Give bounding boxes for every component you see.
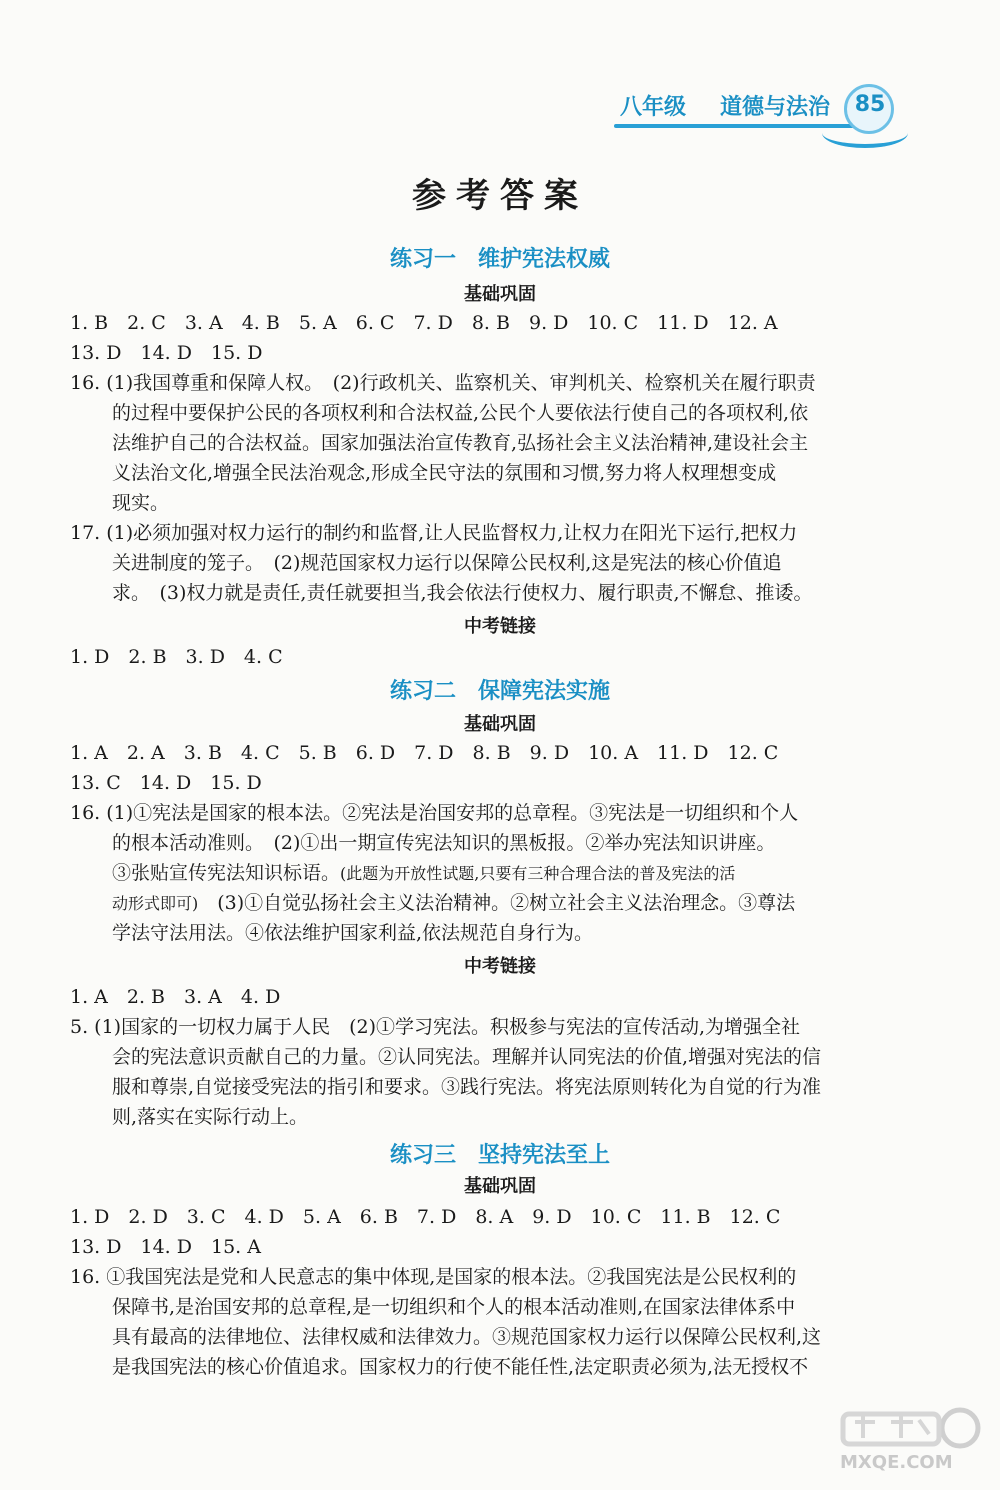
answer-line: 的根本活动准则。 (2)①出一期宣传宪法知识的黑板报。②举办宪法知识讲座。 — [112, 832, 776, 854]
answer-line: 16. (1)①宪法是国家的根本法。②宪法是治国安邦的总章程。③宪法是一切组织和个人 — [70, 802, 799, 824]
subheading-exam-1: 中考链接 — [464, 616, 536, 637]
page-number: 85 — [854, 92, 886, 117]
answer-line: 义法治文化,增强全民法治观念,形成全民守法的氛围和习惯,努力将人权理想变成 — [112, 462, 777, 484]
subheading-basic-1: 基础巩固 — [464, 284, 536, 305]
subheading-basic-3: 基础巩固 — [464, 1176, 536, 1197]
answer-line: 1. A 2. B 3. A 4. D — [70, 986, 281, 1008]
page-number-swoosh — [822, 118, 908, 148]
answer-line: 16. ①我国宪法是党和人民意志的集中体现,是国家的根本法。②我国宪法是公民权利的 — [70, 1266, 797, 1288]
answer-text: (3)①自觉弘扬社会主义法治精神。②树立社会主义法治理念。③尊法 — [198, 892, 796, 914]
answer-line — [112, 858, 735, 885]
answer-line: 是我国宪法的核心价值追求。国家权力的行使不能任性,法定职责必须为,法无授权不 — [112, 1356, 809, 1378]
answer-text: ③张贴宣传宪法知识标语。 — [112, 862, 341, 884]
answer-line: 13. C 14. D 15. D — [70, 772, 262, 794]
subject-label: 道德与法治 — [720, 95, 831, 120]
answer-line: 1. D 2. D 3. C 4. D 5. A 6. B 7. D 8. A 9. D 10. C 11. B 12. C — [70, 1206, 781, 1228]
answer-line: 现实。 — [112, 492, 170, 514]
answer-line: 1. D 2. B 3. D 4. C — [70, 646, 283, 668]
page-header — [600, 78, 930, 158]
answer-line: 16. (1)我国尊重和保障人权。 (2)行政机关、监察机关、审判机关、检察机关在履行职责 — [70, 372, 816, 394]
section-title-1: 练习一 维护宪法权威 — [389, 247, 610, 272]
section-title-3: 练习三 坚持宪法至上 — [389, 1143, 610, 1168]
answer-line: 关进制度的笼子。 (2)规范国家权力运行以保障公民权利,这是宪法的核心价值追 — [112, 552, 782, 574]
answer-line: 则,落实在实际行动上。 — [112, 1106, 309, 1128]
page-title: 参考答案 — [412, 176, 588, 216]
answer-line: 的过程中要保护公民的各项权利和合法权益,公民个人要依法行使自己的各项权利,依 — [112, 402, 809, 424]
answer-line: 5. (1)国家的一切权力属于人民 (2)①学习宪法。积极参与宪法的宣传活动,为增强全社 — [70, 1016, 801, 1038]
answer-line: 13. D 14. D 15. D — [70, 342, 263, 364]
answer-line: 学法守法用法。④依法维护国家利益,依法规范自身行为。 — [112, 922, 594, 944]
watermark-text: MXQE.COM — [840, 1452, 953, 1473]
answer-line: 1. B 2. C 3. A 4. B 5. A 6. C 7. D 8. B 9. D 10. C 11. D 12. A — [70, 312, 778, 334]
note-text: 动形式即可) — [112, 894, 199, 913]
answer-line: 1. A 2. A 3. B 4. C 5. B 6. D 7. D 8. B 9. D 10. A 11. D 12. C — [70, 742, 779, 764]
subheading-exam-2: 中考链接 — [464, 956, 536, 977]
answer-line: 13. D 14. D 15. A — [70, 1236, 261, 1258]
subheading-basic-2: 基础巩固 — [464, 714, 536, 735]
answer-line: 求。 (3)权力就是责任,责任就要担当,我会依法行使权力、履行职责,不懈怠、推诿。 — [112, 582, 813, 604]
answer-line: 具有最高的法律地位、法律权威和法律效力。③规范国家权力运行以保障公民权利,这 — [112, 1326, 822, 1348]
grade-label: 八年级 — [620, 95, 687, 120]
answer-line: 17. (1)必须加强对权力运行的制约和监督,让人民监督权力,让权力在阳光下运行,把权力 — [70, 522, 798, 544]
answer-line: 会的宪法意识贡献自己的力量。②认同宪法。理解并认同宪法的价值,增强对宪法的信 — [112, 1046, 822, 1068]
header-rule — [614, 124, 854, 128]
answer-line — [112, 888, 795, 915]
answer-line: 保障书,是治国安邦的总章程,是一切组织和个人的根本活动准则,在国家法律体系中 — [112, 1296, 796, 1318]
answer-line: 法维护自己的合法权益。国家加强法治宣传教育,弘扬社会主义法治精神,建设社会主 — [112, 432, 809, 454]
answer-line: 服和尊崇,自觉接受宪法的指引和要求。③践行宪法。将宪法原则转化为自觉的行为准 — [112, 1076, 822, 1098]
note-text: (此题为开放性试题,只要有三种合理合法的普及宪法的活 — [340, 864, 736, 883]
section-title-2: 练习二 保障宪法实施 — [389, 679, 610, 704]
